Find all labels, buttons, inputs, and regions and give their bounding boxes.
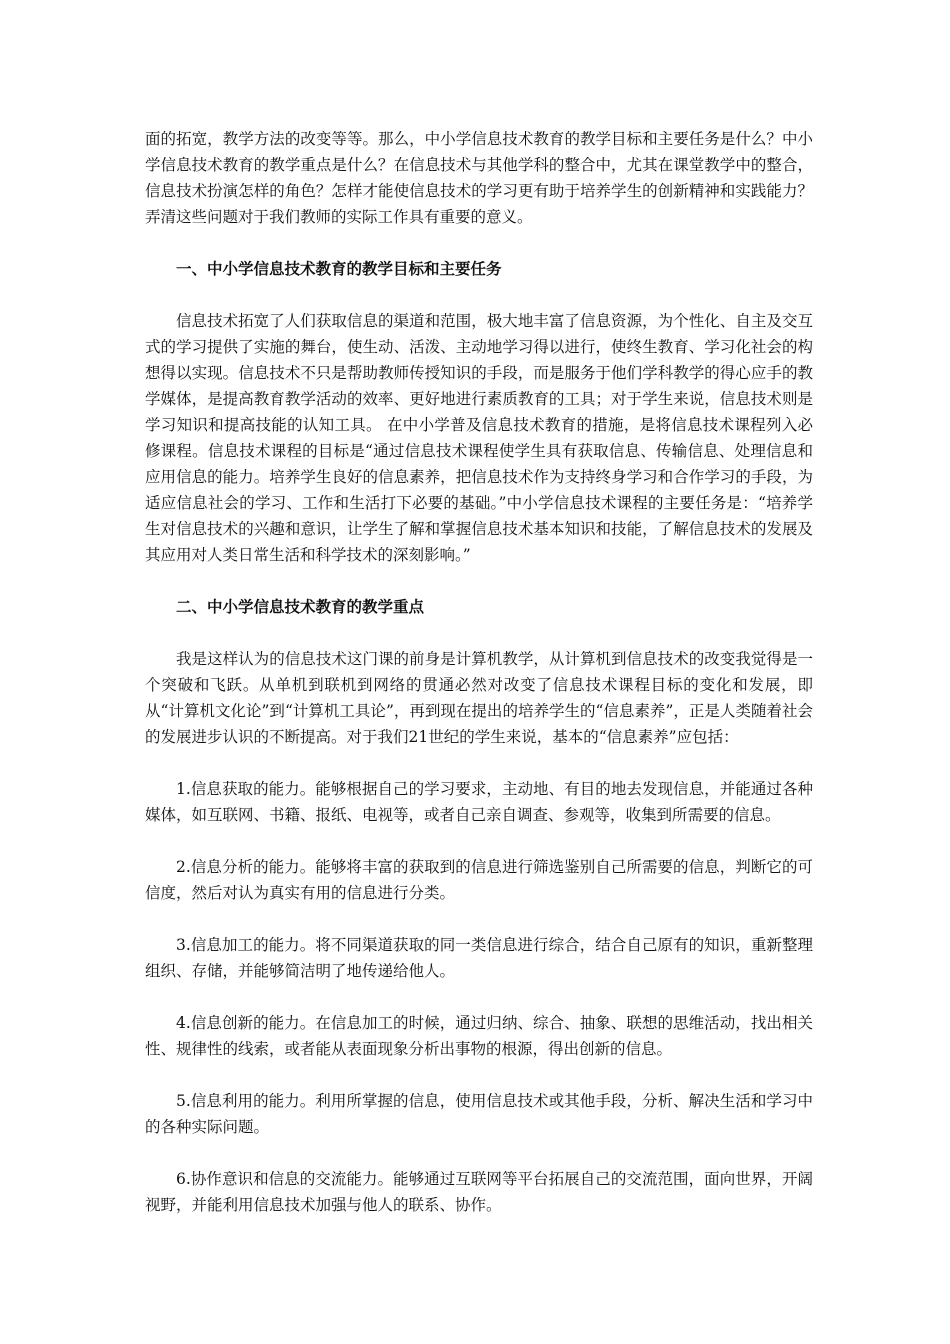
document-page bbox=[145, 126, 813, 1244]
list-item-4: 4.信息创新的能力。在信息加工的时候，通过归纳、综合、抽象、联想的思维活动，找出相关性、规律性的线索，或者能从表面现象分析出事物的根源，得出创新的信息。 bbox=[145, 1014, 813, 1058]
section-1-heading: 一、中小学信息技术教育的教学目标和主要任务 bbox=[176, 259, 502, 278]
section-2-heading: 二、中小学信息技术教育的教学重点 bbox=[176, 597, 425, 616]
intro-paragraph: 面的拓宽，教学方法的改变等等。那么，中小学信息技术教育的教学目标和主要任务是什么？中小学信息技术教育的教学重点是什么？在信息技术与其他学科的整合中，尤其在课堂教学中的整合，信息技术扮演怎样的角色？怎样才能使信息技术的学习更有助于培养学生的创新精神和实践能力？弄清这些问题对于我们教师的实际工作具有重要的意义。 bbox=[145, 130, 813, 226]
list-item-6: 6.协作意识和信息的交流能力。能够通过互联网等平台拓展自己的交流范围，面向世界，开阔视野，并能利用信息技术加强与他人的联系、协作。 bbox=[145, 1170, 813, 1214]
section-1-body: 信息技术拓宽了人们获取信息的渠道和范围，极大地丰富了信息资源，为个性化、自主及交互式的学习提供了实施的舞台，使生动、活泼、主动地学习得以进行，使终生教育、学习化社会的构想得以实现。信息技术不只是帮助教师传授知识的手段，而是服务于他们学科教学的得心应手的教学媒体，是提高教育教学活动的效率、更好地进行素质教育的工具；对于学生来说，信息技术则是学习知识和提高技能的认知工具。 在中小学普及信息技术教育的措施，是将信息技术课程列入必修课程。信息技术课程的目标是“通过信息技术课程使学生具有获取信息、传输信息、处理信息和应用信息的能力。培养学生良好的信息素养，把信息技术作为支持终身学习和合作学习的手段，为适应信息社会的学习、工作和生活打下必要的基础。”中小学信息技术课程的主要任务是：“培养学生对信息技术的兴趣和意识，让学生了解和掌握信息技术基本知识和技能，了解信息技术的发展及其应用对人类日常生活和科学技术的深刻影响。” bbox=[145, 312, 813, 564]
list-item-1: 1.信息获取的能力。能够根据自己的学习要求，主动地、有目的地去发现信息，并能通过各种媒体，如互联网、书籍、报纸、电视等，或者自己亲自调查、参观等，收集到所需要的信息。 bbox=[145, 780, 813, 824]
section-2-body: 我是这样认为的信息技术这门课的前身是计算机教学，从计算机到信息技术的改变我觉得是一个突破和飞跃。从单机到联机到网络的贯通必然对改变了信息技术课程目标的变化和发展，即从“计算机文化论”到“计算机工具论”，再到现在提出的培养学生的“信息素养”，正是人类随着社会的发展进步认识的不断提高。对于我们21世纪的学生来说，基本的“信息素养”应包括： bbox=[145, 650, 813, 746]
list-item-2: 2.信息分析的能力。能够将丰富的获取到的信息进行筛选鉴别自己所需要的信息，判断它的可信度，然后对认为真实有用的信息进行分类。 bbox=[145, 858, 813, 902]
list-item-5: 5.信息利用的能力。利用所掌握的信息，使用信息技术或其他手段，分析、解决生活和学习中的各种实际问题。 bbox=[145, 1092, 813, 1136]
list-item-3: 3.信息加工的能力。将不同渠道获取的同一类信息进行综合，结合自己原有的知识，重新整理组织、存储，并能够简洁明了地传递给他人。 bbox=[145, 936, 813, 980]
